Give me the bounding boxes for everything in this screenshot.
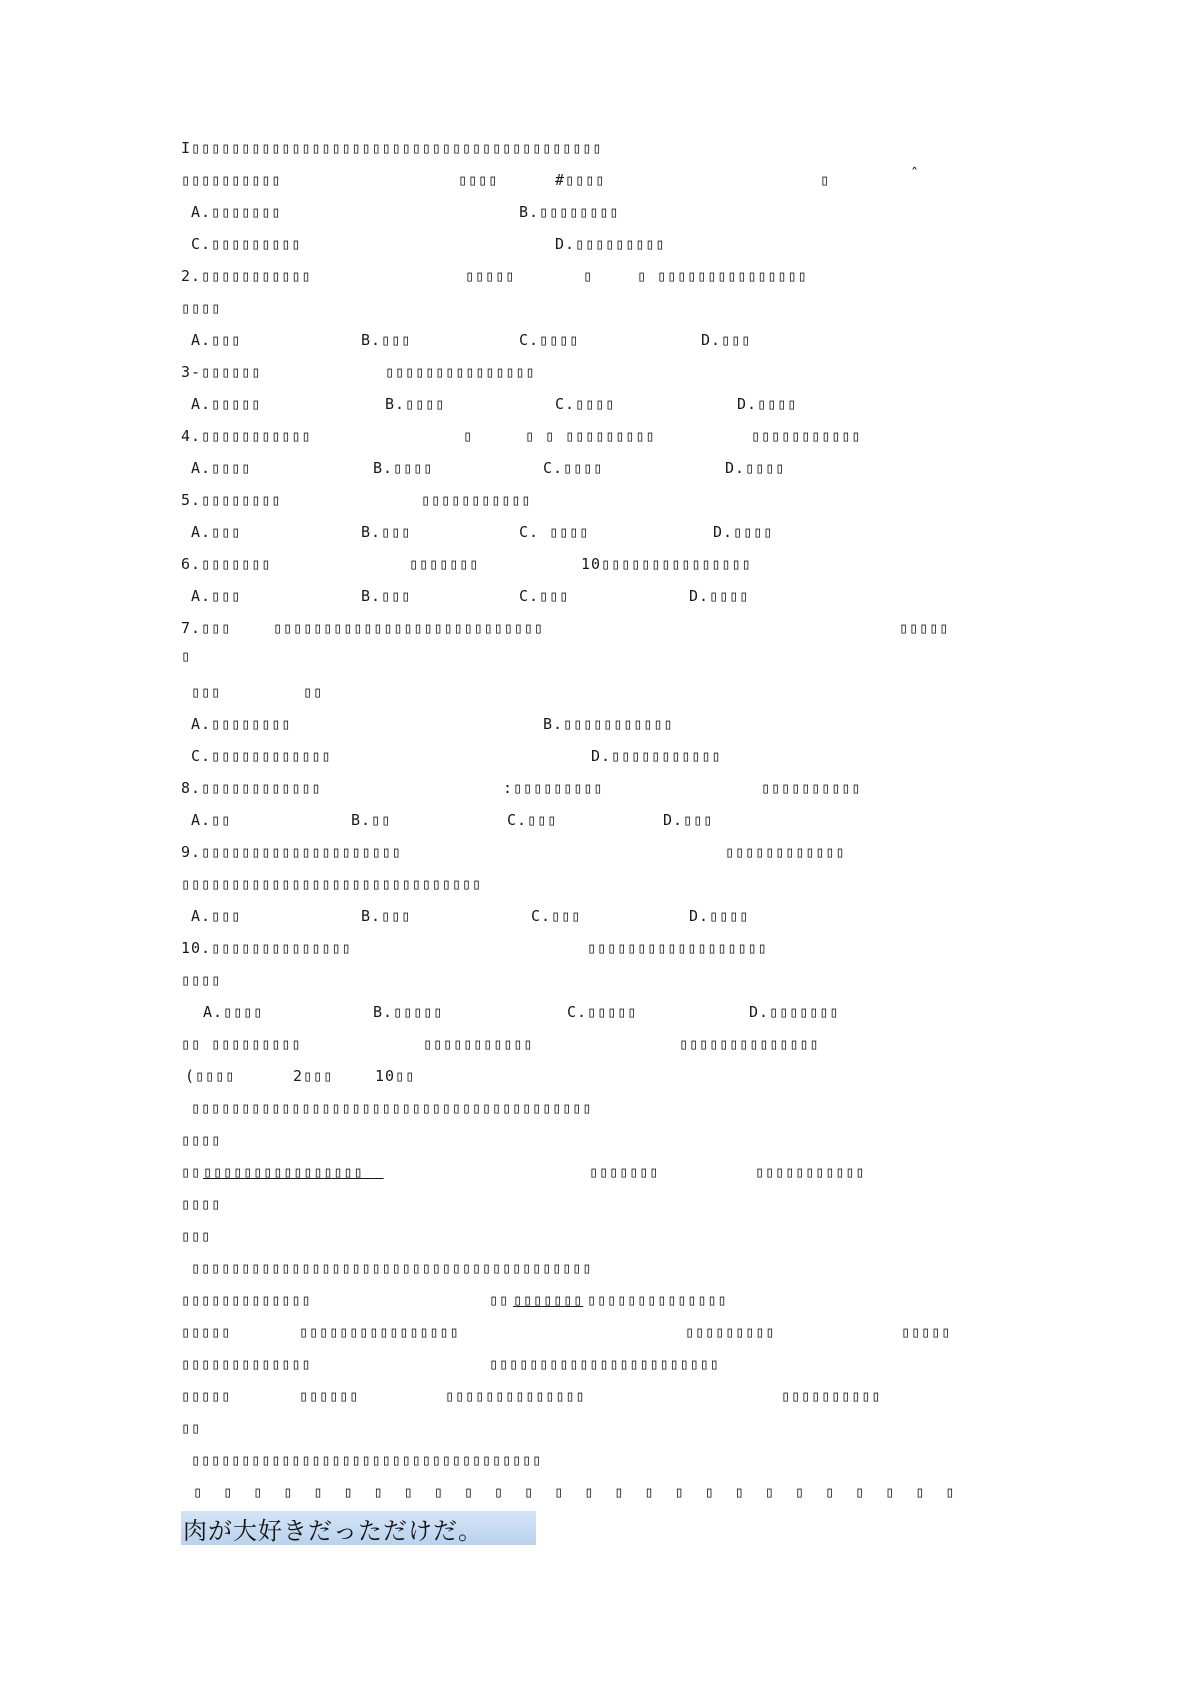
- text-line: A.▯▯▯: [191, 907, 242, 925]
- text-line: ▯ ▯ ▯▯▯▯▯▯▯▯▯: [525, 427, 656, 445]
- text-line: ▯▯▯▯▯▯▯▯▯▯▯▯▯▯▯▯▯▯▯▯▯▯▯: [489, 1355, 720, 1373]
- text-line: ▯▯▯▯▯▯▯▯▯▯▯▯▯▯▯▯▯▯▯▯▯▯▯▯▯▯▯▯▯▯▯▯▯▯▯▯▯▯▯▯: [191, 1099, 593, 1117]
- text-line: ▯▯▯▯▯▯▯▯▯▯▯▯▯▯▯▯: [203, 1163, 384, 1181]
- text-line: B.▯▯▯: [361, 523, 412, 541]
- text-line: B.▯▯▯▯: [385, 395, 446, 413]
- text-line: D.▯▯▯▯: [737, 395, 798, 413]
- text-line: ▯▯▯▯: [458, 171, 499, 189]
- text-line: A.▯▯▯▯: [191, 459, 252, 477]
- text-line: 2.▯▯▯▯▯▯▯▯▯▯▯: [181, 267, 312, 285]
- text-line: C.▯▯▯▯: [519, 331, 580, 349]
- text-line: ▯▯▯▯▯▯▯▯▯▯▯▯▯▯▯▯▯▯▯▯▯▯▯▯▯▯▯▯▯▯▯▯▯▯▯▯▯▯▯▯: [191, 1259, 593, 1277]
- text-line: ▯▯▯▯▯▯▯▯▯▯▯: [755, 1163, 866, 1181]
- text-line: A.▯▯▯▯▯: [191, 395, 262, 413]
- text-line: ▯▯: [181, 1419, 202, 1437]
- text-line: C.▯▯▯: [531, 907, 582, 925]
- text-line: I▯▯▯▯▯▯▯▯▯▯▯▯▯▯▯▯▯▯▯▯▯▯▯▯▯▯▯▯▯▯▯▯▯▯▯▯▯▯▯▯▯: [181, 139, 603, 157]
- text-line: 10.▯▯▯▯▯▯▯▯▯▯▯▯▯▯: [181, 939, 352, 957]
- text-line: ▯▯▯▯▯▯▯▯▯▯▯: [751, 427, 862, 445]
- text-line: ▯▯▯▯▯▯▯▯▯▯▯▯▯: [181, 1355, 312, 1373]
- text-line: D.▯▯▯▯▯▯▯: [749, 1003, 840, 1021]
- text-line: C. ▯▯▯▯: [519, 523, 590, 541]
- text-line: 7.▯▯▯: [181, 619, 232, 637]
- text-line: D.▯▯▯: [663, 811, 714, 829]
- text-line: ▯▯▯▯▯▯▯▯▯▯▯▯▯▯▯: [385, 363, 536, 381]
- text-line: B.▯▯▯: [361, 331, 412, 349]
- text-line: 5.▯▯▯▯▯▯▯▯: [181, 491, 282, 509]
- text-line: ▯: [820, 171, 831, 189]
- text-line: ▯▯▯▯▯▯▯▯▯▯▯▯▯▯: [445, 1387, 586, 1405]
- text-line: ▯▯: [489, 1291, 510, 1309]
- text-line: ▯▯▯▯: [181, 1131, 222, 1149]
- text-line: ▯▯▯▯▯▯▯▯▯▯: [761, 779, 862, 797]
- text-line: ▯▯▯▯▯▯▯: [409, 555, 480, 573]
- text-line: ▯▯▯▯▯▯▯▯▯▯▯▯▯▯: [679, 1035, 820, 1053]
- embedded-text-image: [181, 1511, 536, 1545]
- text-line: A.▯▯▯▯: [203, 1003, 264, 1021]
- text-line: B.▯▯▯: [361, 587, 412, 605]
- text-line: C.▯▯▯▯▯: [567, 1003, 638, 1021]
- text-line: ▯▯▯▯▯▯▯▯▯▯▯▯▯▯▯▯▯▯▯▯▯▯▯▯▯▯▯: [273, 619, 544, 637]
- text-line: ▯▯▯▯▯▯▯▯▯▯▯▯: [725, 843, 846, 861]
- text-line: ▯▯▯▯▯▯▯▯▯▯: [181, 171, 282, 189]
- embedded-image-text: 肉が大好きだっただけだ。: [183, 1516, 483, 1545]
- text-line: ▯: [181, 647, 192, 665]
- text-line: A.▯▯▯▯▯▯▯▯: [191, 715, 292, 733]
- text-line: D.▯▯▯▯▯▯▯▯▯: [555, 235, 666, 253]
- text-line: D.▯▯▯▯▯▯▯▯▯▯▯: [591, 747, 722, 765]
- text-line: C.▯▯▯: [507, 811, 558, 829]
- text-line: A.▯▯▯▯▯▯▯: [191, 203, 282, 221]
- text-line: 10▯▯▯▯▯▯▯▯▯▯▯▯▯▯▯: [581, 555, 752, 573]
- text-line: ▯▯▯▯▯▯▯▯▯: [685, 1323, 776, 1341]
- text-line: C.▯▯▯▯▯▯▯▯▯: [191, 235, 302, 253]
- text-line: B.▯▯▯▯▯▯▯▯▯▯▯: [543, 715, 674, 733]
- text-line: ▯▯▯▯▯: [899, 619, 950, 637]
- text-line: (▯▯▯▯: [185, 1067, 236, 1085]
- text-line: A.▯▯▯: [191, 523, 242, 541]
- text-line: ▯▯▯▯▯: [181, 1323, 232, 1341]
- text-line: ▯▯▯: [181, 1227, 212, 1245]
- text-line: D.▯▯▯▯: [689, 587, 750, 605]
- text-line: 6.▯▯▯▯▯▯▯: [181, 555, 272, 573]
- text-line: ▯▯▯▯▯▯▯▯▯▯▯▯▯▯▯▯▯▯: [587, 939, 768, 957]
- text-line: C.▯▯▯: [519, 587, 570, 605]
- text-line: ▯▯▯▯▯▯▯▯▯▯▯▯▯▯▯▯▯▯▯▯▯▯▯▯▯▯▯▯▯▯▯▯▯▯▯: [191, 1451, 543, 1469]
- text-line: 10▯▯: [375, 1067, 416, 1085]
- text-line: B.▯▯▯: [361, 907, 412, 925]
- text-line: ▯▯▯▯▯▯▯: [589, 1163, 660, 1181]
- text-line: A.▯▯▯: [191, 587, 242, 605]
- text-line: ▯▯▯▯▯▯▯▯▯▯▯▯▯: [181, 1291, 312, 1309]
- text-line: ▯▯▯▯▯▯▯▯▯▯▯▯▯▯▯▯: [299, 1323, 460, 1341]
- text-line: ▯▯▯▯▯: [465, 267, 516, 285]
- text-line: ▯▯▯▯▯▯▯▯▯▯▯▯▯▯▯▯▯▯▯▯▯▯▯▯▯▯▯▯▯▯: [181, 875, 482, 893]
- text-line: ▯: [463, 427, 474, 445]
- text-line: 2▯▯▯: [293, 1067, 334, 1085]
- text-line: ▯▯▯▯▯▯▯▯▯▯▯: [421, 491, 532, 509]
- text-line: ˆ: [910, 165, 921, 183]
- text-line: 4.▯▯▯▯▯▯▯▯▯▯▯: [181, 427, 312, 445]
- text-line: 8.▯▯▯▯▯▯▯▯▯▯▯▯: [181, 779, 322, 797]
- text-line: #▯▯▯▯: [555, 171, 606, 189]
- text-line: ▯▯▯▯▯▯▯▯▯▯: [781, 1387, 882, 1405]
- text-line: B.▯▯▯▯▯▯▯▯: [519, 203, 620, 221]
- text-line: ▯▯▯▯▯: [181, 1387, 232, 1405]
- text-line: ▯▯: [181, 1163, 202, 1181]
- text-line: D.▯▯▯▯: [725, 459, 786, 477]
- text-line: B.▯▯: [351, 811, 392, 829]
- text-line: C.▯▯▯▯: [555, 395, 616, 413]
- text-line: D.▯▯▯▯: [713, 523, 774, 541]
- text-line: ▯▯▯▯: [181, 1195, 222, 1213]
- text-line: ▯▯▯▯▯: [901, 1323, 952, 1341]
- text-line: :▯▯▯▯▯▯▯▯▯: [503, 779, 604, 797]
- text-line: 3-▯▯▯▯▯▯: [181, 363, 262, 381]
- text-line: ▯ ▯▯▯▯▯▯▯▯▯▯▯▯▯▯▯: [637, 267, 808, 285]
- text-line: D.▯▯▯: [701, 331, 752, 349]
- text-line: C.▯▯▯▯: [543, 459, 604, 477]
- text-line: C.▯▯▯▯▯▯▯▯▯▯▯▯: [191, 747, 332, 765]
- text-line: A.▯▯▯: [191, 331, 242, 349]
- text-line: ▯ ▯ ▯ ▯ ▯ ▯ ▯ ▯ ▯ ▯ ▯ ▯ ▯ ▯ ▯ ▯ ▯ ▯ ▯ ▯ ▯ ▯ ▯ ▯ ▯ ▯: [193, 1483, 956, 1501]
- text-line: B.▯▯▯▯▯: [373, 1003, 444, 1021]
- text-line: ▯▯▯▯▯▯▯▯▯▯▯: [423, 1035, 534, 1053]
- text-line: ▯▯▯▯▯▯: [299, 1387, 360, 1405]
- text-line: B.▯▯▯▯: [373, 459, 434, 477]
- text-line: ▯▯▯▯▯▯▯: [513, 1291, 584, 1309]
- text-line: 9.▯▯▯▯▯▯▯▯▯▯▯▯▯▯▯▯▯▯▯▯: [181, 843, 402, 861]
- text-line: ▯▯▯: [191, 683, 222, 701]
- text-line: A.▯▯: [191, 811, 232, 829]
- text-line: ▯▯▯▯: [181, 299, 222, 317]
- text-line: ▯: [583, 267, 594, 285]
- text-line: ▯▯ ▯▯▯▯▯▯▯▯▯: [181, 1035, 302, 1053]
- text-line: ▯▯: [303, 683, 324, 701]
- text-line: ▯▯▯▯▯▯▯▯▯▯▯▯▯▯: [587, 1291, 728, 1309]
- text-line: D.▯▯▯▯: [689, 907, 750, 925]
- text-line: ▯▯▯▯: [181, 971, 222, 989]
